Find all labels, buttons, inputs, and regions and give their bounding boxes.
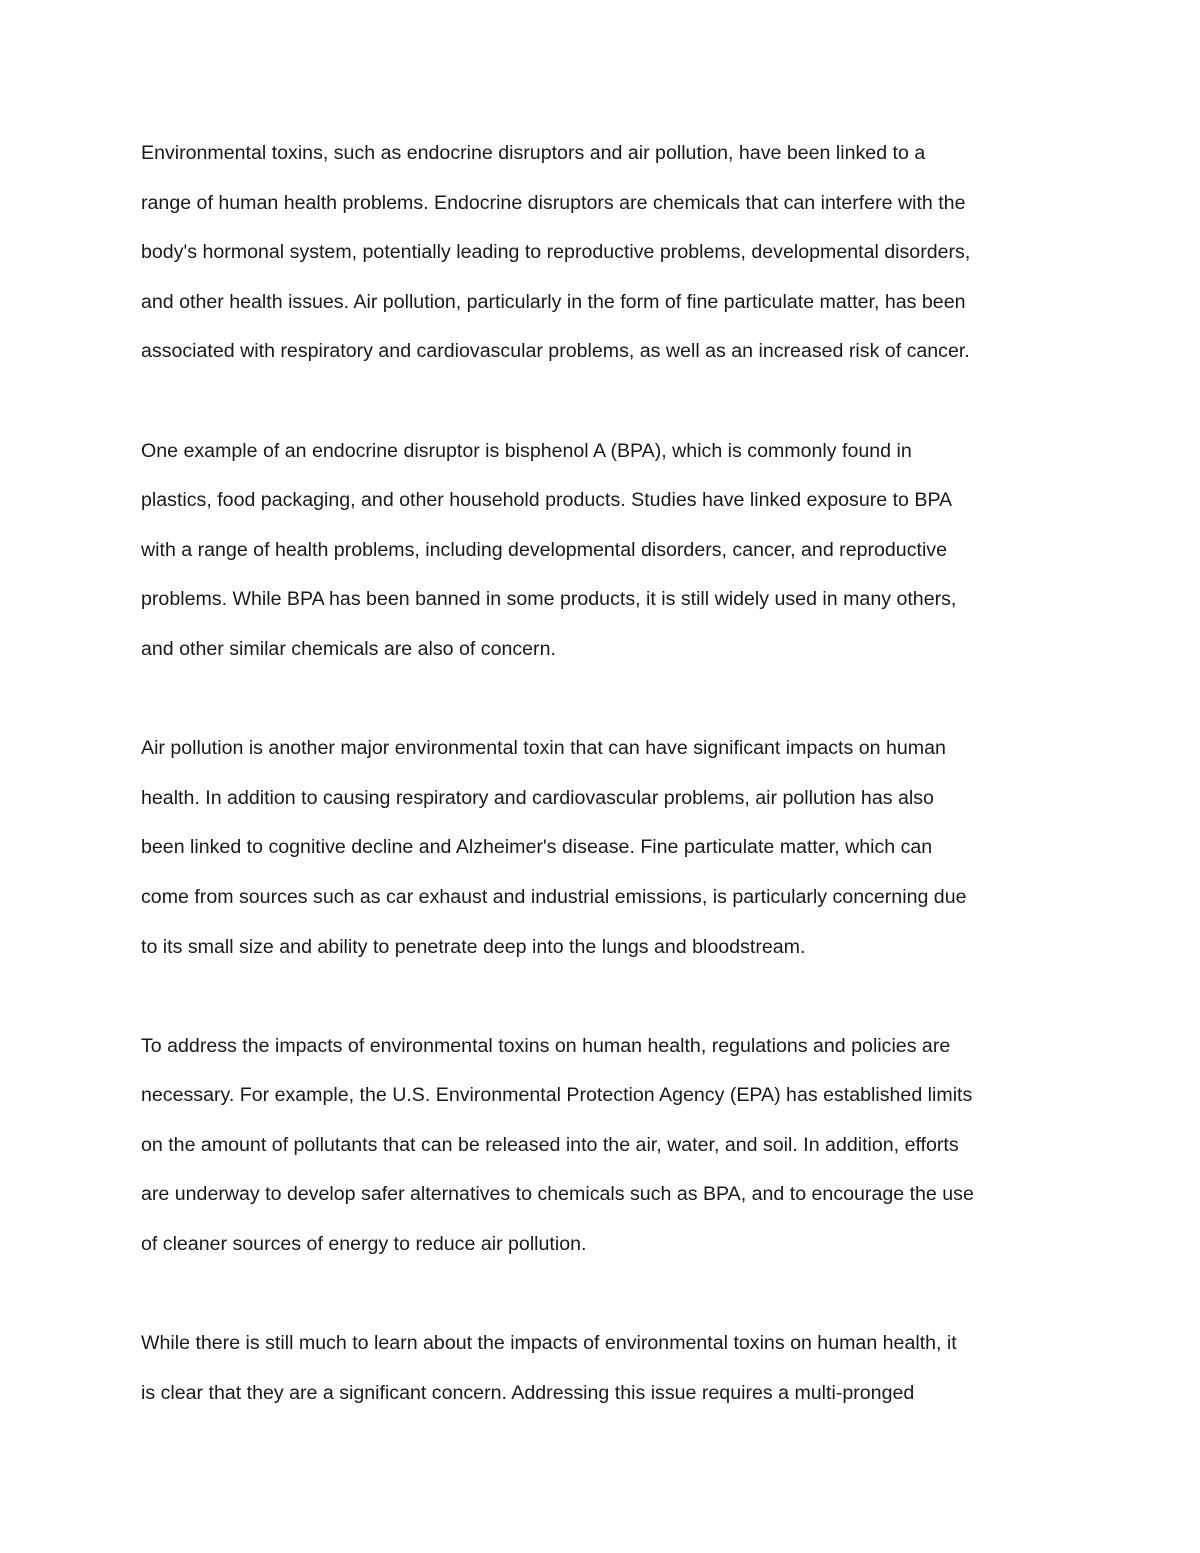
text-line: is clear that they are a significant concern. Addressing this issue requires a multi-pronged	[141, 1381, 915, 1404]
paragraph-5	[141, 1319, 1061, 1418]
text-line: of cleaner sources of energy to reduce air pollution.	[141, 1233, 587, 1256]
text-line: range of human health problems. Endocrine disruptors are chemicals that can interfere with the	[141, 191, 966, 214]
text-line: to its small size and ability to penetrate deep into the lungs and bloodstream.	[141, 935, 806, 958]
paragraph-gap	[141, 1270, 1061, 1320]
text-line: and other similar chemicals are also of concern.	[141, 637, 556, 660]
text-line: plastics, food packaging, and other household products. Studies have linked exposure to BPA	[141, 489, 953, 512]
paragraph-1	[141, 129, 1061, 377]
text-line: been linked to cognitive decline and Alzheimer's disease. Fine particulate matter, which can	[141, 836, 933, 859]
text-line: on the amount of pollutants that can be released into the air, water, and soil. In addition, efforts	[141, 1133, 959, 1156]
paragraph-2	[141, 427, 1061, 675]
text-line: health. In addition to causing respiratory and cardiovascular problems, air pollution has also	[141, 786, 934, 809]
text-line: and other health issues. Air pollution, particularly in the form of fine particulate matter, has been	[141, 290, 966, 313]
text-line: Environmental toxins, such as endocrine disruptors and air pollution, have been linked to a	[141, 142, 926, 164]
paragraph-gap	[141, 675, 1061, 725]
paragraph-gap	[141, 972, 1061, 1022]
text-line: problems. While BPA has been banned in some products, it is still widely used in many others,	[141, 588, 957, 611]
text-line: with a range of health problems, including developmental disorders, cancer, and reproductive	[141, 538, 947, 561]
text-line: come from sources such as car exhaust and industrial emissions, is particularly concerning due	[141, 885, 967, 908]
text-line: necessary. For example, the U.S. Environmental Protection Agency (EPA) has established limits	[141, 1084, 973, 1107]
text-line: To address the impacts of environmental toxins on human health, regulations and policies are	[141, 1034, 951, 1057]
paragraph-3	[141, 724, 1061, 972]
paragraph-4	[141, 1022, 1061, 1270]
text-line: associated with respiratory and cardiovascular problems, as well as an increased risk of cancer.	[141, 340, 970, 363]
document-body	[141, 129, 1061, 1418]
text-line: body's hormonal system, potentially leading to reproductive problems, developmental disorders,	[141, 241, 971, 264]
text-line: While there is still much to learn about the impacts of environmental toxins on human health, it	[141, 1332, 957, 1355]
text-line: Air pollution is another major environmental toxin that can have significant impacts on human	[141, 737, 946, 760]
text-line: are underway to develop safer alternatives to chemicals such as BPA, and to encourage the use	[141, 1183, 974, 1206]
text-line: One example of an endocrine disruptor is bisphenol A (BPA), which is commonly found in	[141, 439, 912, 462]
paragraph-gap	[141, 377, 1061, 427]
